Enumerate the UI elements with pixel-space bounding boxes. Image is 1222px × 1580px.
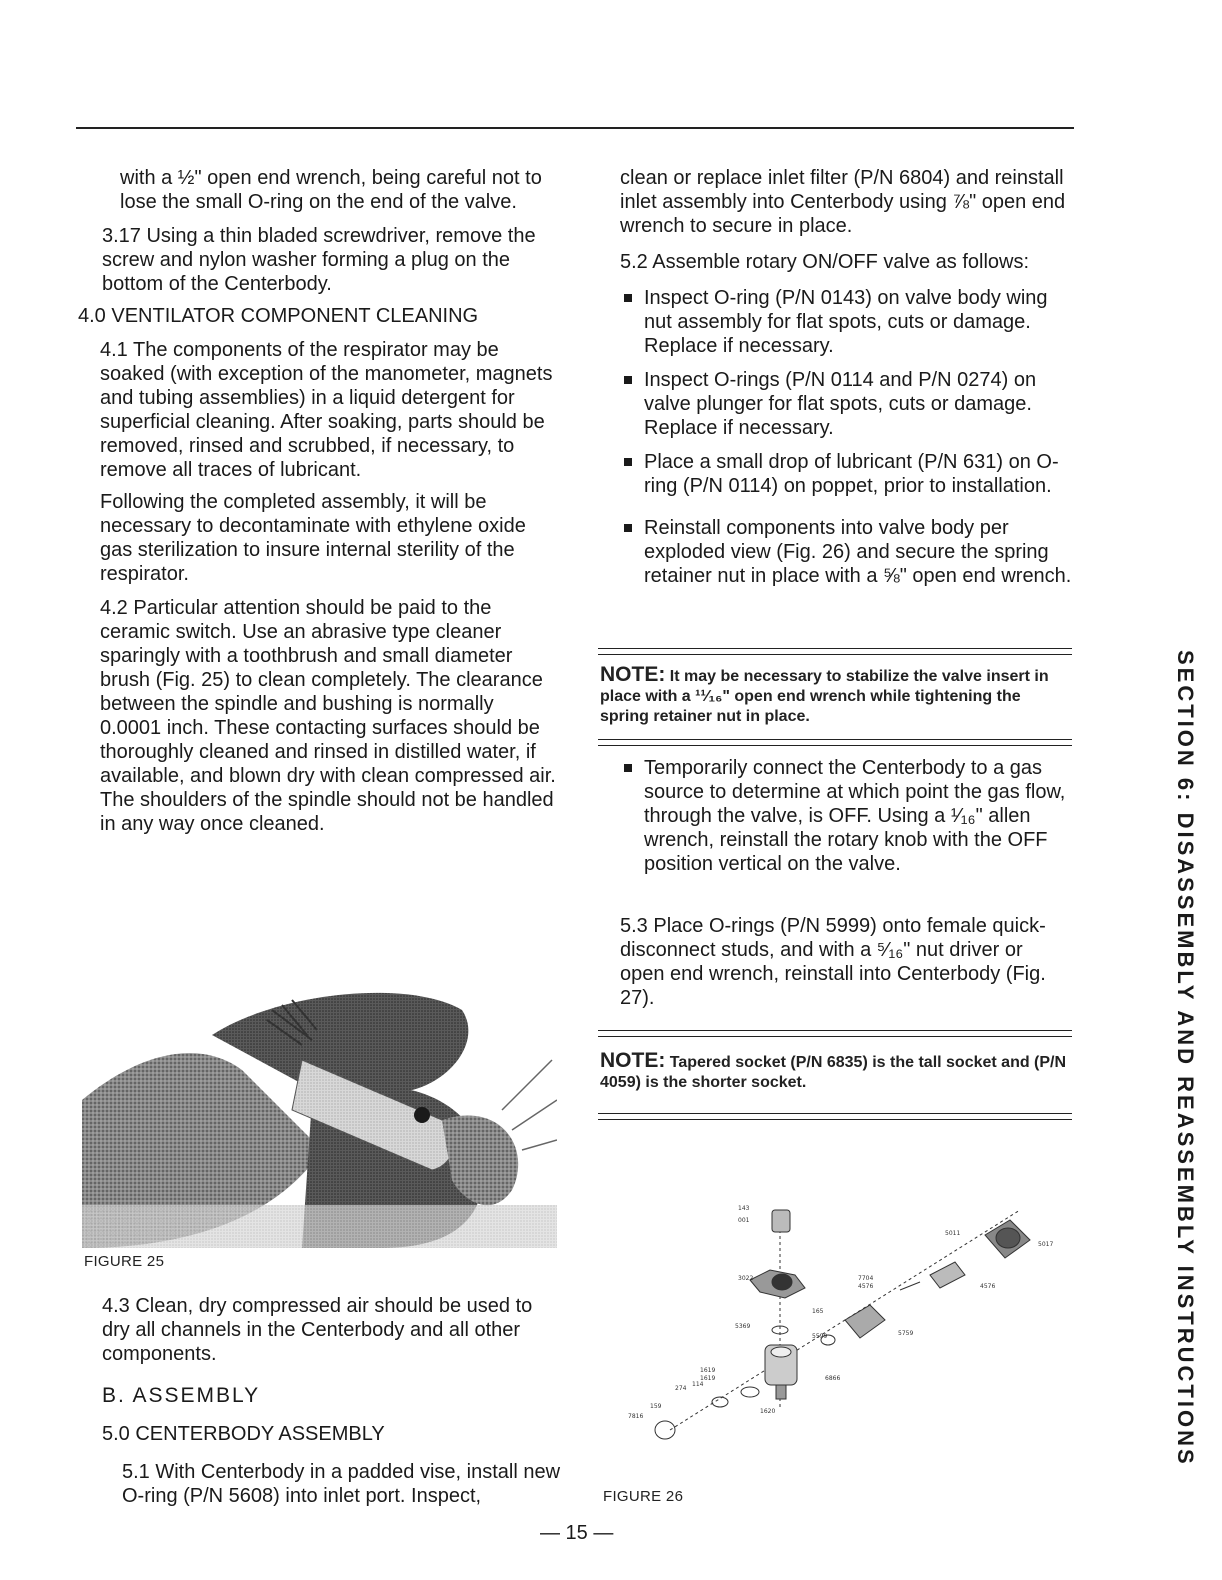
note-box-1 xyxy=(598,648,1072,746)
fig26-part-label: 5011 xyxy=(945,1230,961,1237)
paragraph-51-continued: clean or replace inlet filter (P/N 6804) and reinstall inlet assembly into Centerbody using ⅞" open end wrench to secure in place. xyxy=(620,167,1066,237)
paragraph-316-continued: with a ½" open end wrench, being careful not to lose the small O-ring on the end of the valve. xyxy=(120,167,542,213)
fig26-part-label: 6866 xyxy=(825,1375,841,1382)
note-box-2 xyxy=(598,1030,1072,1120)
side-section-tab-text: SECTION 6: DISASSEMBLY AND REASSEMBLY INSTRUCTIONS xyxy=(1173,650,1198,1467)
fig26-part-label: 3022 xyxy=(738,1275,754,1282)
bullet-square-icon xyxy=(624,524,632,532)
note-rule xyxy=(598,1113,1072,1120)
fig26-part-label: 274 xyxy=(675,1385,687,1392)
bullet-square-icon xyxy=(624,764,632,772)
fig26-part-label: 143 xyxy=(738,1205,750,1212)
bullet-item: Inspect O-ring (P/N 0143) on valve body wing nut assembly for flat spots, cuts or damage. Replace if necessary. xyxy=(598,286,1074,358)
note-rule xyxy=(598,648,1072,655)
heading-5-0: 5.0 CENTERBODY ASSEMBLY xyxy=(102,1423,385,1445)
fig26-part-label: 1620 xyxy=(760,1408,776,1415)
figure-26-caption: FIGURE 26 xyxy=(603,1488,684,1505)
bullet-list-b xyxy=(598,756,1074,876)
heading-4-0: 4.0 VENTILATOR COMPONENT CLEANING xyxy=(78,305,479,327)
bullet-list-a xyxy=(598,286,1074,588)
note-rule xyxy=(598,739,1072,746)
fig26-part-label: 5017 xyxy=(1038,1241,1054,1248)
fig26-part-label: 7704 xyxy=(858,1275,874,1282)
bullet-item: Inspect O-rings (P/N 0114 and P/N 0274) on valve plunger for flat spots, cuts or damage. Replace if necessary. xyxy=(598,368,1074,440)
heading-b-assembly: B. ASSEMBLY xyxy=(102,1384,261,1407)
paragraph-317: 3.17 Using a thin bladed screwdriver, remove the screw and nylon washer forming a plug on the bottom of the Centerbody. xyxy=(102,225,536,295)
note-1: NOTE: It may be necessary to stabilize the valve insert in place with a ¹¹⁄₁₆" open end wrench while tightening the spring retainer nut in place. xyxy=(600,663,1049,725)
bullet-item: Place a small drop of lubricant (P/N 631) on O-ring (P/N 0114) on poppet, prior to installation. xyxy=(598,450,1074,498)
paragraph-51: 5.1 With Centerbody in a padded vise, install new O-ring (P/N 5608) into inlet port. Inspect, xyxy=(122,1461,561,1507)
paragraph-53: 5.3 Place O-rings (P/N 5999) onto female quick-disconnect studs, and with a ⁵⁄₁₆" nut driver or open end wrench, reinstall into Centerbody (Fig. 27). xyxy=(620,915,1046,1009)
bullet-item: Reinstall components into valve body per exploded view (Fig. 26) and secure the spring retainer nut in place with a ⅝" open end wrench. xyxy=(598,516,1074,588)
left-column xyxy=(78,166,558,836)
fig26-part-label: 5599 xyxy=(812,1333,828,1340)
bullet-square-icon xyxy=(624,458,632,466)
paragraph-41: 4.1 The components of the respirator may be soaked (with exception of the manometer, magnets and tubing assemblies) in a liquid detergent for superficial cleaning. After soaking, parts should be removed, rinsed and scrubbed, if necessary, to remove all traces of lubricant. xyxy=(100,339,553,481)
header-rule xyxy=(76,127,1074,129)
paragraph-52: 5.2 Assemble rotary ON/OFF valve as follows: xyxy=(620,251,1030,273)
note-rule xyxy=(598,1030,1072,1037)
fig26-part-label: 4576 xyxy=(858,1283,874,1290)
paragraph-41b: Following the completed assembly, it will be necessary to decontaminate with ethylene oxide gas sterilization to insure internal sterility of the respirator. xyxy=(100,491,526,585)
fig26-part-label: 5369 xyxy=(735,1323,751,1330)
fig26-part-label: 114 xyxy=(692,1381,704,1388)
figure-25-caption: FIGURE 25 xyxy=(84,1253,165,1270)
fig26-part-label: 7816 xyxy=(628,1413,644,1420)
bullet-square-icon xyxy=(624,376,632,384)
paragraph-43: 4.3 Clean, dry compressed air should be used to dry all channels in the Centerbody and all other components. xyxy=(102,1295,533,1365)
fig26-part-label: 1619 xyxy=(700,1367,716,1374)
figure-26-exploded-view xyxy=(600,1180,1080,1480)
bullet-item: Temporarily connect the Centerbody to a gas source to determine at which point the gas flow, through the valve, is OFF. Using a ¹⁄₁₆" allen wrench, reinstall the rotary knob with the OFF position vertical on the valve. xyxy=(598,756,1074,876)
bullet-square-icon xyxy=(624,294,632,302)
page-number: — 15 — xyxy=(540,1522,614,1544)
note-2: NOTE: Tapered socket (P/N 6835) is the tall socket and (P/N 4059) is the shorter socket. xyxy=(600,1049,1067,1091)
fig26-part-label: 5759 xyxy=(898,1330,914,1337)
fig26-part-label: 1619 xyxy=(700,1375,716,1382)
fig26-part-label: 159 xyxy=(650,1403,662,1410)
paragraph-42: 4.2 Particular attention should be paid to the ceramic switch. Use an abrasive type cleaner sparingly with a toothbrush and small diameter brush (Fig. 25) to clean completely. The clearance between the spindle and bushing is normally 0.0001 inch. These contacting surfaces should be thoroughly cleaned and rinsed in distilled water, if available, and blown dry with clean compressed air. The shoulders of the spindle should not be handled in any way once cleaned. xyxy=(100,597,556,835)
fig26-part-label: 001 xyxy=(738,1217,750,1224)
fig26-part-label: 165 xyxy=(812,1308,824,1315)
figure-25-photo xyxy=(82,950,557,1248)
side-section-tab xyxy=(1166,650,1206,1500)
fig26-part-label: 4576 xyxy=(980,1283,996,1290)
